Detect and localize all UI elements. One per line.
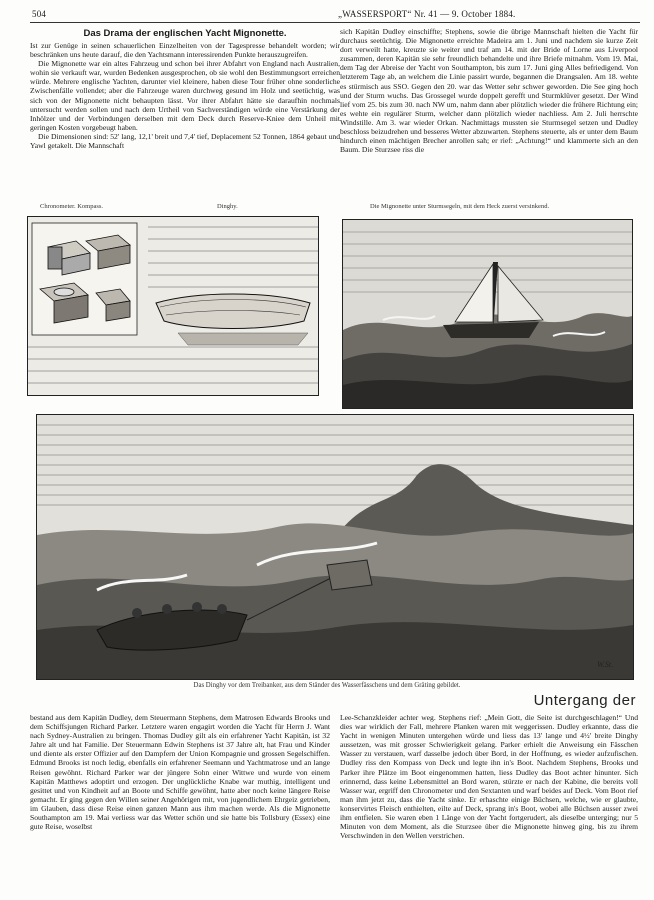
article-column-4 (340, 713, 638, 840)
paragraph: bestand aus dem Kapitän Dudley, dem Steuermann Stephens, dem Matrosen Edwards Brooks und dem Schiffsjungen Richard Parker. Letztere waren engagirt worden die Yacht für Herrn J. Want nach Sydney-Australien zu bringen. Thomas Dudley gilt als ein erfahrener Yacht Kapitän, ist 32 Jahre alt und hat Familie. Der Steuermann Edwin Stephens ist 37 Jahre alt, hat Frau und Kinder und diente als erster Offizier auf den Dampfern der Union Kompagnie und grossen Segelschiffen. Edmund Brooks ist noch ledig, ebenfalls ein erfahrener Seemann und Yachtmatrose und an lange Reisen gewöhnt. Richard Parker war der jüngere Sohn einer Wittwe und wurde von einem Kapitän Matthews adoptirt und erzogen. Der unglückliche Knabe war muthig, intelligent und gesittet und von Kindheit auf an Boote und Schiffe gewöhnt, hatte aber noch keine längere Reise gemacht. Er ging gegen den Willen seiner Angehörigen mit, von jugendlichem Ehrgeiz getrieben, im Glauben, dass diese Reise einen ganzen Mann aus ihm machen werde. Als die Mignonette Southampton am 19. Mai verliess war das Wetter schön und sie hatte bis Tollsbury (Essex) eine gute Reise, woselbst (30, 713, 330, 832)
paragraph: Lee-Schanzkleider achter weg. Stephens rief: „Mein Gott, die Seite ist durchgeschlagen!“ Und dies war wirklich der Fall, mehrere Planken waren mit weggerissen. Dudley erkannte, dass die Yacht in wenigen Minuten untergehen würde und liess das 13' lange und 4½' breite Dinghy aussetzen, was mit grosser Schwierigkeit gelang. Parker erhielt die Anweisung ein Fässchen Wasser zu verstauen, warf dasselbe jedoch über Bord, in der Hoffnung, es wieder aufzufischen. Dudley riss den Kompass von Deck und legte ihn in's Boot. Nachdem Stephens, Brooks und Parker ihre Plätze im Boot eingenommen hatten, liess Dudley das Boot achter hinunter. Sich erinnernd, dass keine Lebensmittel an Bord waren, stürzte er nach der Kabine, die bereits voll Wasser war, ergriff den Chronometer und den Sextanten und warf beides auf Deck. Vom Boot rief man ihm jetzt zu, dass die Yacht sinke. Er erhaschte einige Büchsen, welche, wie er glaubte, konservirtes Fleisch enthielten, eilte auf Deck, sprang in's Boot, wobei alle Büchsen ausser zwei ihm entfielen. Sie waren eben 1 Länge von der Yacht fortgerudert, als dieselbe unterging; nur 5 Minuten von dem Moment, als die Sturzsee über die Mignonette hinweg ging, bis zu ihrem Verschwinden in den Wellen verstrichen. (340, 713, 638, 841)
engraving-chronometer-dinghy (27, 216, 319, 396)
caption-dinghy: Dinghy. (217, 203, 238, 210)
article-column-2 (340, 27, 638, 154)
paragraph: Die Dimensionen sind: 52' lang, 12,1' breit und 7,4' tief, Deplacement 52 Tonnen, 1864 gebaut und Yawl getakelt. Die Mannschaft (30, 131, 340, 151)
engraving-svg (343, 220, 632, 408)
engraving-svg (28, 217, 318, 395)
article-column-3 (30, 713, 330, 831)
engraving-mignonette-storm (342, 219, 633, 409)
caption-mignonette-sinking: Die Mignonette unter Sturmsegeln, mit dem Heck zuerst versinkend. (370, 203, 550, 210)
caption-dinghy-sea-anchor: Das Dinghy vor dem Treibanker, aus dem Ständer des Wasserfässchens und dem Gräting gebildet. (193, 682, 461, 689)
paragraph: sich Kapitän Dudley einschiffte; Stephens, sowie die übrige Mannschaft hielten die Yacht für durchaus seetüchtig. Die Mignonette erreichte Madeira am 1. Juni und nachdem sie kurze Zeit dort verweilt hatte, kreuzte sie weiter und traf am 14. mit der Bride of Lorne aus Liverpool zusammen, deren Kapitän sie sehr freundlich behandelte und ihre Briefe mitnahm. Vom 19. Mai, dem Tag der Abreise der Yacht von Southampton, bis zum 17. Juni ging Alles befriedigend. Von letzterem Tage ab, an welchem die Linie passirt wurde, begannen die Drangsalen. Am 18. wehte es stürmisch aus SSO. Gegen den 20. war das Wetter sehr schwer geworden. Die See ging hoch und der Sturm wuchs. Das Grossegel wurde doppelt gerefft und Sturmklüver gesetzt. Der Wind lief vom 25. bis zum 30. nach NW um, nahm dann aber plötzlich wieder die frühere Richtung ein; es wehte ein regulärer Sturm, welcher dann plötzlich wieder nachliess. Am 2. Juli herrschte Windstille. Am 3. war wieder Orkan. Nachmittags mussten sie Sturmsegel setzen und Dudley beschloss beizudrehen und besseres Wetter abzuwarten. Stephens steuerte, als er unter dem Baum hindurch einen mächtigen Brecher anrollen sah; er rief: „Achtung!“ und klammerte sich an den Baum. Die Sturzsee riss die (340, 27, 638, 155)
paragraph: Ist zur Genüge in seinen schauerlichen Einzelheiten von der Tagespresse behandelt worden; wir beschränken uns heute darauf, die den Yachtsmann interessirenden Punkte herauszugreifen. (30, 41, 340, 60)
engraver-mark: W.St. (597, 660, 614, 669)
engraving-dinghy-sea-anchor (36, 414, 634, 680)
article-column-1 (30, 41, 340, 150)
page-number: 504 (32, 9, 47, 19)
masthead: „WASSERSPORT“ Nr. 41 — 9. October 1884. (338, 9, 516, 19)
header-rule (30, 22, 640, 23)
engraving-svg (37, 415, 633, 679)
section-heading: Untergang der (533, 692, 636, 709)
article-title: Das Drama der englischen Yacht Mignonette. (83, 28, 287, 39)
caption-chronometer-kompass: Chronometer. Kompass. (40, 203, 104, 210)
paragraph: Die Mignonette war ein altes Fahrzeug und schon bei ihrer Abfahrt von England nach Australien, wohin sie verkauft war, wurden Bedenken ausgesprochen, ob sie wohl den Bestimmungsort erreichen würde. Mehrere englische Yachten, darunter viel kleinere, haben diese Tour früher ohne sonderliche Zwischenfälle vollendet; aber die Fahrzeuge waren durchweg gesund im Holz und seetüchtig, was sich von der Mignonette nicht behaupten lässt. Vor ihrer Abfahrt hätte sie daraufhin nochmals untersucht werden sollen und nach dem Urtheil von Sachverständigen würde eine Verstärkung der Inhölzer und der Verbindungen derselben mit dem Deck durch Reserve-Kniee dem Unheil mit geringen Kosten vorgebeugt haben. (30, 59, 340, 132)
